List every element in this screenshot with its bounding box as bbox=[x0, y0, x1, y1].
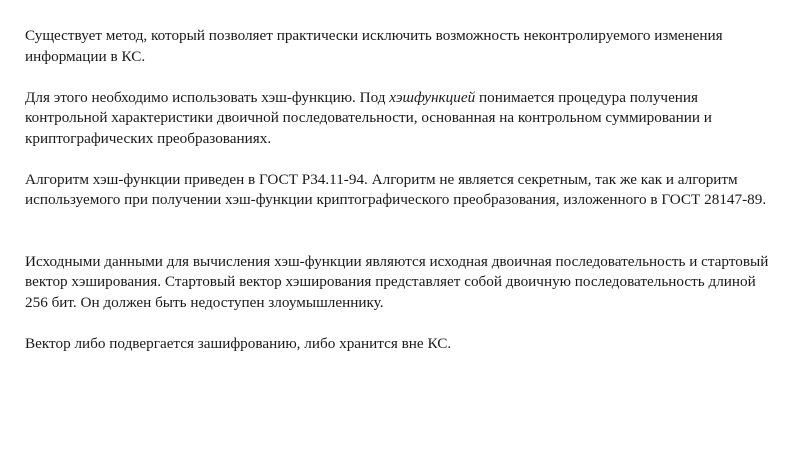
paragraph-spacer bbox=[25, 149, 778, 170]
definition-body-text: понимается процедура получения контрольной характеристики двоичной последовательности, основанная на контрольном суммировании и криптографических преобразованиях. bbox=[25, 88, 712, 147]
paragraph-input-data: Исходными данными для вычисления хэш-функции являются исходная двоичная последовательность и стартовый вектор хэширования. Стартовый вектор хэширования представляет собой двоичную последовательность длиной 256 бит. Он должен быть недоступен злоумышленнику. bbox=[25, 252, 769, 311]
paragraph-hash-function-definition bbox=[25, 88, 778, 150]
paragraph-gost-algorithm: Алгоритм хэш-функции приведен в ГОСТ Р34.11-94. Алгоритм не является секретным, так же как и алгоритм используемого при получении хэш-функции криптографического преобразования, изложенного в ГОСТ 28147-89. bbox=[25, 170, 767, 208]
paragraph-vector-storage: Вектор либо подвергается зашифрованию, либо хранится вне КС. bbox=[25, 334, 452, 352]
paragraph-spacer bbox=[25, 67, 778, 88]
paragraph-method-intro: Существует метод, который позволяет практически исключить возможность неконтролируемого изменения информации в КС. bbox=[25, 27, 723, 65]
definition-lead-text: Для этого необходимо использовать хэш-функцию. Под bbox=[25, 88, 390, 106]
hash-function-term: хэшфункцией bbox=[389, 88, 476, 106]
paragraph-spacer bbox=[25, 211, 778, 252]
paragraph-spacer bbox=[25, 313, 778, 334]
